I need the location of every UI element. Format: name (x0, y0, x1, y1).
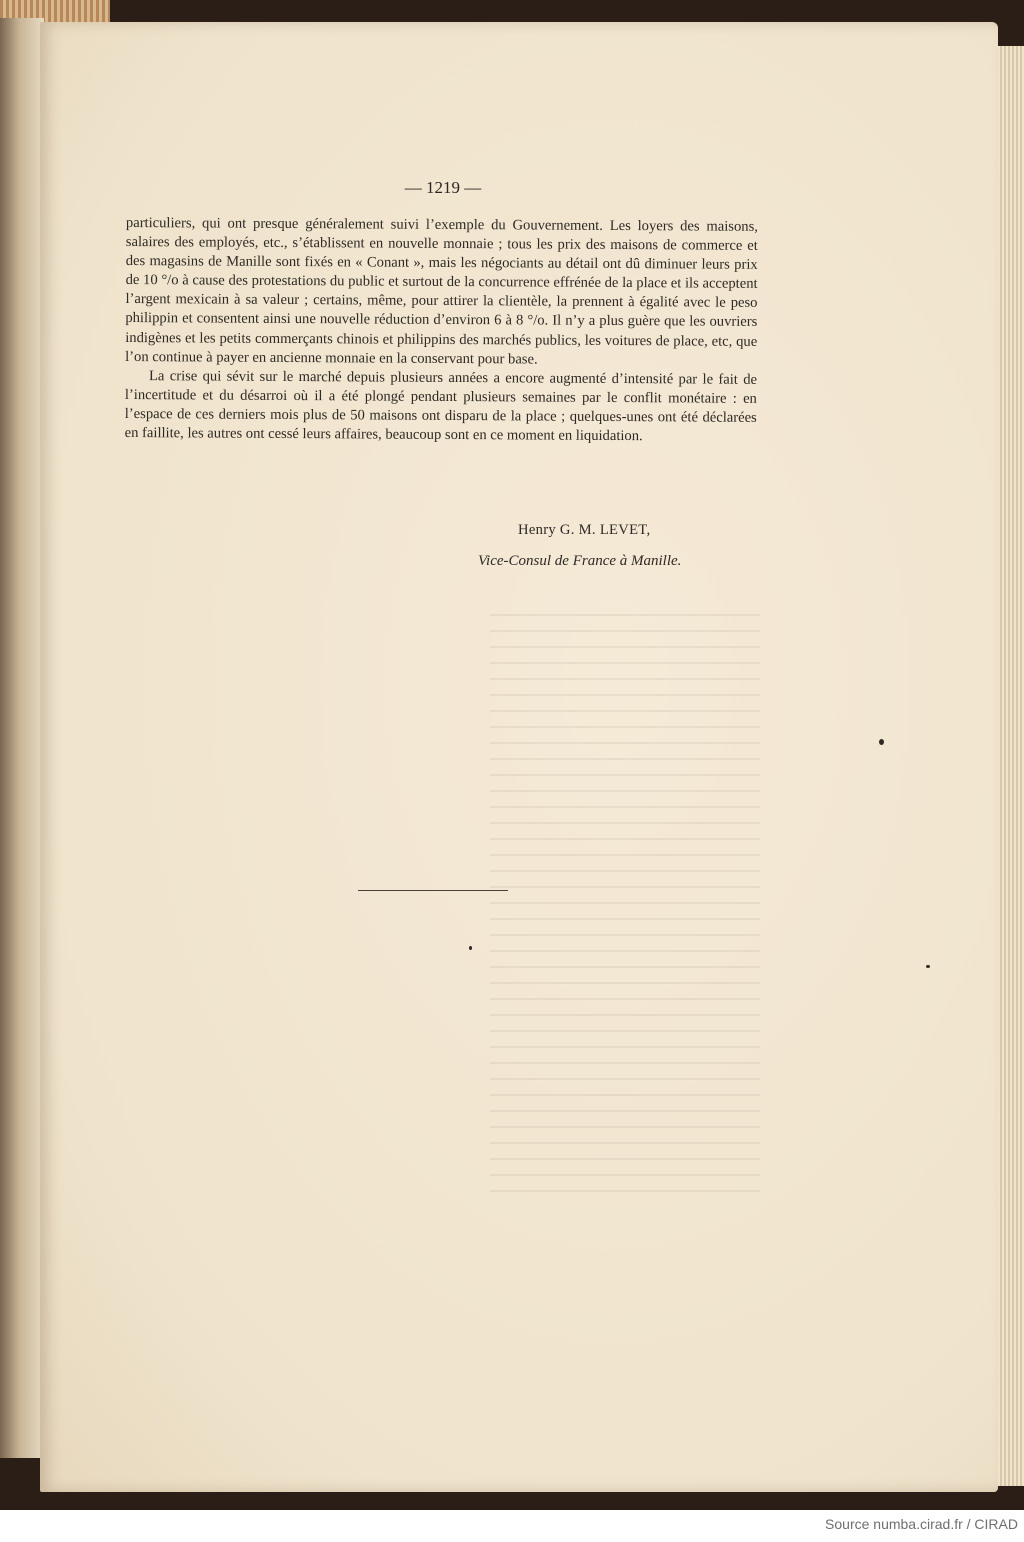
paragraph-1: particuliers, qui ont presque généralement suivi l’exemple du Gouvernement. Les loyers des maisons, salaires des employés, etc., s’établissent en nouvelle monnaie ; tous les prix des maisons de commerce et des magasins de Manille sont fixés en « Conant », mais les négociants au détail ont dû diminuer leurs prix de 10 °/o à cause des protestations du public et surtout de la concurrence effrénée de la place et ils acceptent l’argent mexicain à sa valeur ; certains, même, pour attirer la clientèle, la prennent à égalité avec le peso philippin et consentent ainsi une nouvelle réduction d’environ 6 à 8 °/o. Il n’y a plus guère que les ouvriers indigènes et les petits commerçants chinois et philippins des marchés publics, les voitures de place, etc, que l’on continue à payer en ancienne monnaie en la conservant pour base. (125, 214, 758, 368)
ink-speck (926, 965, 930, 968)
signature-name: Henry G. M. LEVET, (518, 522, 651, 538)
source-credit: Source numba.cirad.fr / CIRAD (825, 1516, 1018, 1532)
bleed-through-texture (490, 600, 760, 1200)
body-text (125, 214, 758, 447)
closing-rule (358, 890, 508, 891)
page-number: — 1219 — (404, 178, 482, 197)
ink-speck (469, 946, 472, 950)
paragraph-2: La crise qui sévit sur le marché depuis plusieurs années a encore augmenté d’intensité par le fait de l’incertitude et du désarroi où il a été plongé pendant plusieurs semaines par le conflit monétaire : en l’espace de ces derniers mois plus de 50 maisons ont disparu de la place ; quelques-unes ont été déclarées en faillite, les autres ont cessé leurs affaires, beaucoup sont en ce moment en liquidation. (124, 367, 758, 445)
signature-title: Vice-Consul de France à Manille. (478, 553, 682, 569)
ink-speck (879, 739, 884, 745)
left-page-edge (0, 18, 44, 1458)
